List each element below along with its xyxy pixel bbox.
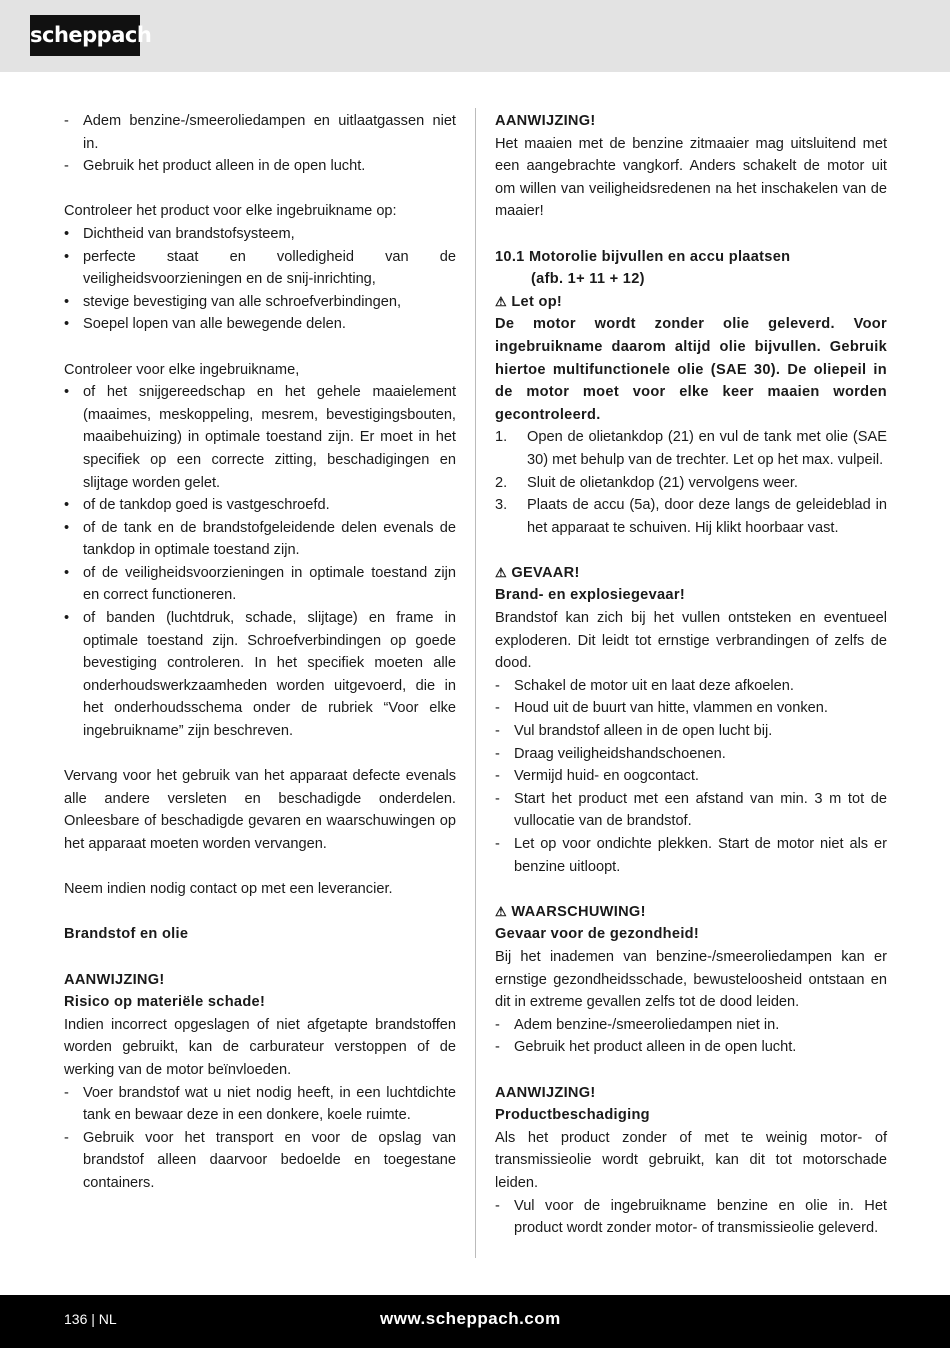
list-item: • of de veiligheidsvoorzieningen in optimale toestand zijn en correct functioneren. [64, 564, 456, 604]
paragraph: Het maaien met de benzine zitmaaier mag uitsluitend met een aangebrachte vangkorf. Anders schakelt de motor uit om willen van veiligheidsredenen na het inschakelen van de maaier! [495, 135, 887, 220]
warning-subheading: Gevaar voor de gezondheid! [495, 926, 700, 943]
list-item: • of de tankdop goed is vastgeschroefd. [64, 497, 330, 514]
warning-heading: ⚠ WAARSCHUWING! [495, 903, 646, 920]
danger-subheading: Brand- en explosiegevaar! [495, 587, 685, 604]
list-item: - Vul brandstof alleen in de open lucht bij. [495, 723, 773, 740]
paragraph: Controleer het product voor elke ingebruikname op: [64, 203, 397, 220]
page-footer [0, 1295, 950, 1348]
numbered-item: 3. Plaats de accu (5a), door deze langs de geleideblad in het apparaat te schuiven. Hij klikt hoorbaar vast. [495, 497, 887, 536]
list-item: - Start het product met een afstand van min. 3 m tot de vullocatie van de brandstof. [495, 790, 887, 830]
paragraph: Als het product zonder of met te weinig motor- of transmissieolie wordt gebruikt, kan dit tot motorschade leiden. [495, 1129, 887, 1191]
caution-paragraph: De motor wordt zonder olie geleverd. Voor ingebruikname daarom altijd olie bijvullen. Gebruik hiertoe multifunctionele olie (SAE 30). De oliepeil in de motor moet voor elke keer maaien worden gecontroleerd. [495, 316, 887, 423]
section-heading-figure-ref: (afb. 1+ 11 + 12) [531, 271, 645, 288]
section-heading: 10.1 Motorolie bijvullen en accu plaatsen [495, 248, 791, 265]
list-item: - Voer brandstof wat u niet nodig heeft, in een luchtdichte tank en bewaar deze in een donkere, koele ruimte. [64, 1084, 456, 1124]
caution-heading: ⚠ Let op! [495, 293, 563, 310]
right-column [495, 110, 887, 1240]
list-item: • of banden (luchtdruk, schade, slijtage) en frame in optimale toestand zijn. Schroefverbindingen op goede bevestiging controleren. In het specifiek moeten alle onderhoudswerkzaamheden worden uitgevoerd, die in het onderhoudsschema onder de rubriek “Voor elke ingebruikname” zijn beschreven. [64, 610, 456, 740]
numbered-item: 1. Open de olietankdop (21) en vul de tank met olie (SAE 30) met behulp van de trechter. Let op het max. vulpeil. [495, 429, 887, 468]
list-item: - Gebruik voor het transport en voor de opslag van brandstof alleen daarvoor bedoelde en toegestane containers. [64, 1129, 456, 1191]
notice-heading: AANWIJZING! [64, 971, 165, 988]
paragraph: Indien incorrect opgeslagen of niet afgetapte brandstoffen worden gebruikt, kan de carburateur verstoppen of de werking van de motor beïnvloeden. [64, 1016, 456, 1078]
left-column [64, 110, 456, 1195]
warning-triangle-icon: ⚠ [495, 564, 507, 580]
list-item: - Draag veiligheidshandschoenen. [495, 745, 726, 762]
warning-triangle-icon: ⚠ [495, 903, 507, 919]
warning-triangle-icon: ⚠ [495, 293, 507, 309]
paragraph: Bij het inademen van benzine-/smeeroliedampen kan er ernstige gezondheidsschade, bewusteloosheid ontstaan en dit in extreme gevallen zelfs tot de dood leiden. [495, 948, 887, 1011]
list-item: - Adem benzine-/smeeroliedampen niet in. [495, 1016, 780, 1033]
list-item: - Adem benzine-/smeeroliedampen en uitlaatgassen niet in. [64, 113, 456, 152]
column-divider [475, 108, 476, 1258]
list-item: • of de tank en de brandstofgeleidende delen evenals de tankdop in optimale toestand zijn. [64, 519, 456, 559]
website-url: www.scheppach.com [380, 1309, 561, 1328]
paragraph: Controleer voor elke ingebruikname, [64, 361, 300, 378]
list-item: • Soepel lopen van alle bewegende delen. [64, 316, 346, 333]
list-item: • stevige bevestiging van alle schroefverbindingen, [64, 293, 402, 310]
page-number: 136 | NL [64, 1311, 117, 1327]
list-item: - Vermijd huid- en oogcontact. [495, 768, 699, 785]
list-item: - Houd uit de buurt van hitte, vlammen en vonken. [495, 700, 828, 717]
paragraph: Vervang voor het gebruik van het apparaat defecte evenals alle andere versleten en beschadigde onderdelen. Onleesbare of beschadigde gevaren en waarschuwingen op het apparaat moeten worden vervangen. [64, 768, 456, 852]
paragraph: Brandstof kan zich bij het vullen ontsteken en eventueel exploderen. Dit leidt tot ernstige verbrandingen of zelfs de dood. [495, 610, 887, 672]
section-heading: Brandstof en olie [64, 926, 189, 943]
notice-subheading: Risico op materiële schade! [64, 994, 266, 1011]
numbered-item: 2. Sluit de olietankdop (21) vervolgens weer. [495, 474, 798, 491]
list-item: - Schakel de motor uit en laat deze afkoelen. [495, 677, 794, 694]
notice-subheading: Productbeschadiging [495, 1107, 650, 1124]
notice-heading: AANWIJZING! [495, 113, 596, 129]
list-item: • of het snijgereedschap en het gehele maaielement (maaimes, meskoppeling, mesrem, bevestigingsbouten, maaibehuizing) in optimale toestand zijn. Er moet in het specifiek op een correcte zitting, beschadigingen en slijtage worden gelet. [64, 384, 456, 491]
brand-logo: scheppach [30, 15, 140, 56]
danger-heading: ⚠ GEVAAR! [495, 564, 580, 581]
paragraph: Neem indien nodig contact op met een leverancier. [64, 881, 393, 898]
page-header [0, 0, 950, 72]
list-item: • perfecte staat en volledigheid van de veiligheidsvoorzieningen en de snij-inrichting, [64, 248, 456, 288]
list-item: - Gebruik het product alleen in de open lucht. [64, 158, 366, 175]
list-item: - Let op voor ondichte plekken. Start de motor niet als er benzine uitloopt. [495, 836, 887, 875]
list-item: - Vul voor de ingebruikname benzine en olie in. Het product wordt zonder motor- of transmissieolie geleverd. [495, 1197, 887, 1237]
list-item: • Dichtheid van brandstofsysteem, [64, 225, 295, 242]
notice-heading: AANWIJZING! [495, 1084, 596, 1101]
list-item: - Gebruik het product alleen in de open lucht. [495, 1039, 797, 1056]
